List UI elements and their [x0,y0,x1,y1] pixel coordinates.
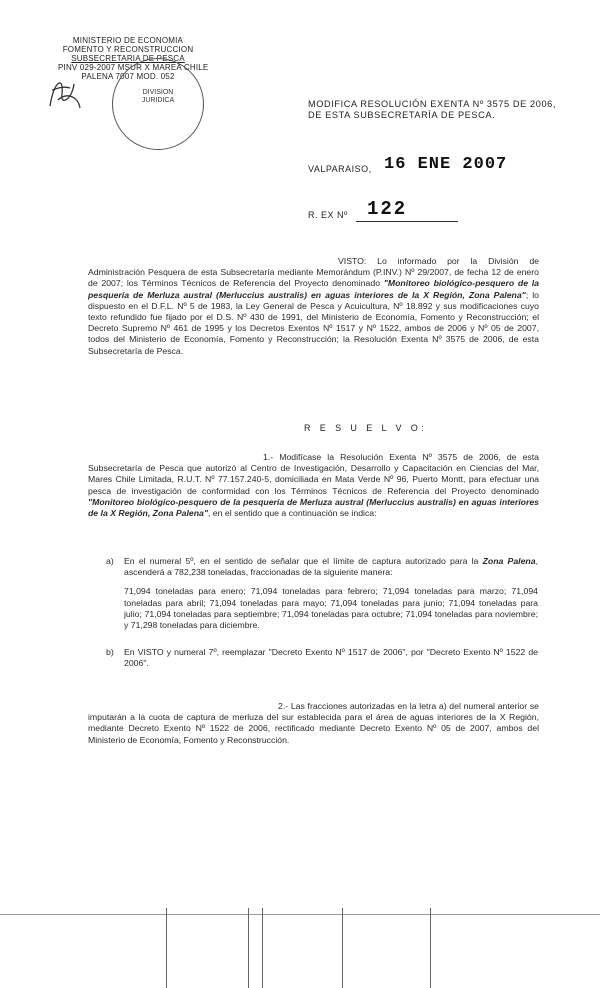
resolution-number-label: R. EX Nº [308,210,348,220]
article-1-text: , en el sentido que a continuación se indica: [207,508,377,519]
item-a-detail: 71,094 toneladas para enero; 71,094 toneladas para febrero; 71,094 toneladas para marzo; 71,094 toneladas para abril; 71,094 toneladas para mayo; 71,094 toneladas para junio; 71,094 toneladas para julio; 71,094 toneladas para septiembre; 71,094 toneladas para octubre; 71,094 toneladas para noviembre; y 71,298 toneladas para diciembre. [124,586,538,631]
item-label: b) [106,647,114,658]
article-1-items [106,556,538,670]
visto-paragraph [88,256,539,357]
stamp-line: DIVISION [142,89,174,96]
letterhead-reference: PINV 029-2007 MSUR X MAREA CHILE [58,63,209,72]
stamp-line: JURIDICA [141,97,175,104]
footer-column-line [430,908,431,988]
footer-column-line [248,908,249,988]
item-b-text: En VISTO y numeral 7º, reemplazar "Decreto Exento Nº 1517 de 2006", por "Decreto Exento Nº 1522 de 2006". [124,647,538,669]
city-label: VALPARAISO, [308,164,372,174]
footer-column-line [342,908,343,988]
letterhead-line: FOMENTO Y RECONSTRUCCION [62,45,194,54]
visto-text: ; lo dispuesto en el D.F.L. Nº 5 de 1983, la Ley General de Pesca y Acuicultura, Nº 18.892 y sus modificaciones cuyo texto refundido fue fijado por el D.S. Nº 430 de 1991, del Ministerio de Economía, Fomento y Reconstrucción; el Decreto Supremo Nº 461 de 1995 y los Decretos Exentos Nº 1517 y Nº 1522, ambos de 2006 y Nº 05 de 2007, todos del Ministerio de Economía, Fomento y Reconstrucción; la Resolución Exenta Nº 3575 de 2006, de esta Subsecretaría de Pesca. [88,289,539,356]
project-name: "Monitoreo biológico-pesquero de la pesquería de Merluza austral (Merluccius australis) en aguas interiores de la X Región, Zona Palena" [88,278,540,300]
article-2 [88,701,539,746]
item-a [106,556,538,631]
article-1 [88,452,539,519]
letterhead-reference: PALENA 7007 MOD. 052 [81,72,175,81]
item-b [106,647,538,669]
resolution-title: MODIFICA RESOLUCIÓN EXENTA Nº 3575 DE 2006, DE ESTA SUBSECRETARÍA DE PESCA. [308,99,557,120]
item-a-text: , ascenderá a 782,238 toneladas, fraccionadas de la siguiente manera: [124,556,538,578]
resuelvo-heading: R E S U E L V O: [304,423,428,433]
date-stamp: 16 ENE 2007 [384,155,508,174]
resolution-number-underline [356,221,458,222]
initials-signature [44,70,84,114]
zona-name: Zona Palena [482,556,536,566]
footer-column-line [166,908,167,988]
letterhead-line: SUBSECRETARIA DE PESCA [71,54,185,63]
project-name: "Monitoreo biológico-pesquero de la pesquería de Merluza austral (Merluccius australis) en aguas interiores de la X Región, Zona Palena" [88,496,539,519]
visto-text: Lo informado por la División de Administración Pesquera de esta Subsecretaría mediante Memorándum (P.INV.) Nº 29/2007, de fecha 12 de enero de 2007; los Términos Técnicos de Referencia del Proyecto denominado [88,256,539,289]
item-a-text: En el numeral 5º, en el sentido de señalar que el límite de captura autorizado para la [124,556,483,566]
article-2-text: 2.- Las fracciones autorizadas en la letra a) del numeral anterior se imputarán a la cuota de captura de merluza del sur establecida para el área de aguas interiores de la X Región, mediante Decreto Exento Nº 1522 de 2006, rectificado mediante Decreto Exento Nº 05 de 2007, ambos del Ministerio de Economía, Fomento y Reconstrucción. [88,701,539,745]
juridica-stamp [112,58,204,150]
footer-column-line [262,908,263,988]
resolution-number: 122 [367,198,408,220]
footer-rule [0,914,600,915]
visto-lead: VISTO: [338,256,367,266]
article-1-text: 1.- Modifícase la Resolución Exenta Nº 3575 de 2006, de esta Subsecretaría de Pesca que autorizó al Centro de Investigación, Desarrollo y Capacitación en Ciencias del Mar, Mares Chile Limitada, R.U.T. Nº 77.157.240-5, domiciliada en Mata Verde Nº 96, Puerto Montt, para efectuar una pesca de investigación de conformidad con los Términos Técnicos de Referencia del Proyecto denominado [88,452,539,496]
item-label: a) [106,556,114,566]
letterhead-line: MINISTERIO DE ECONOMIA [72,36,184,45]
